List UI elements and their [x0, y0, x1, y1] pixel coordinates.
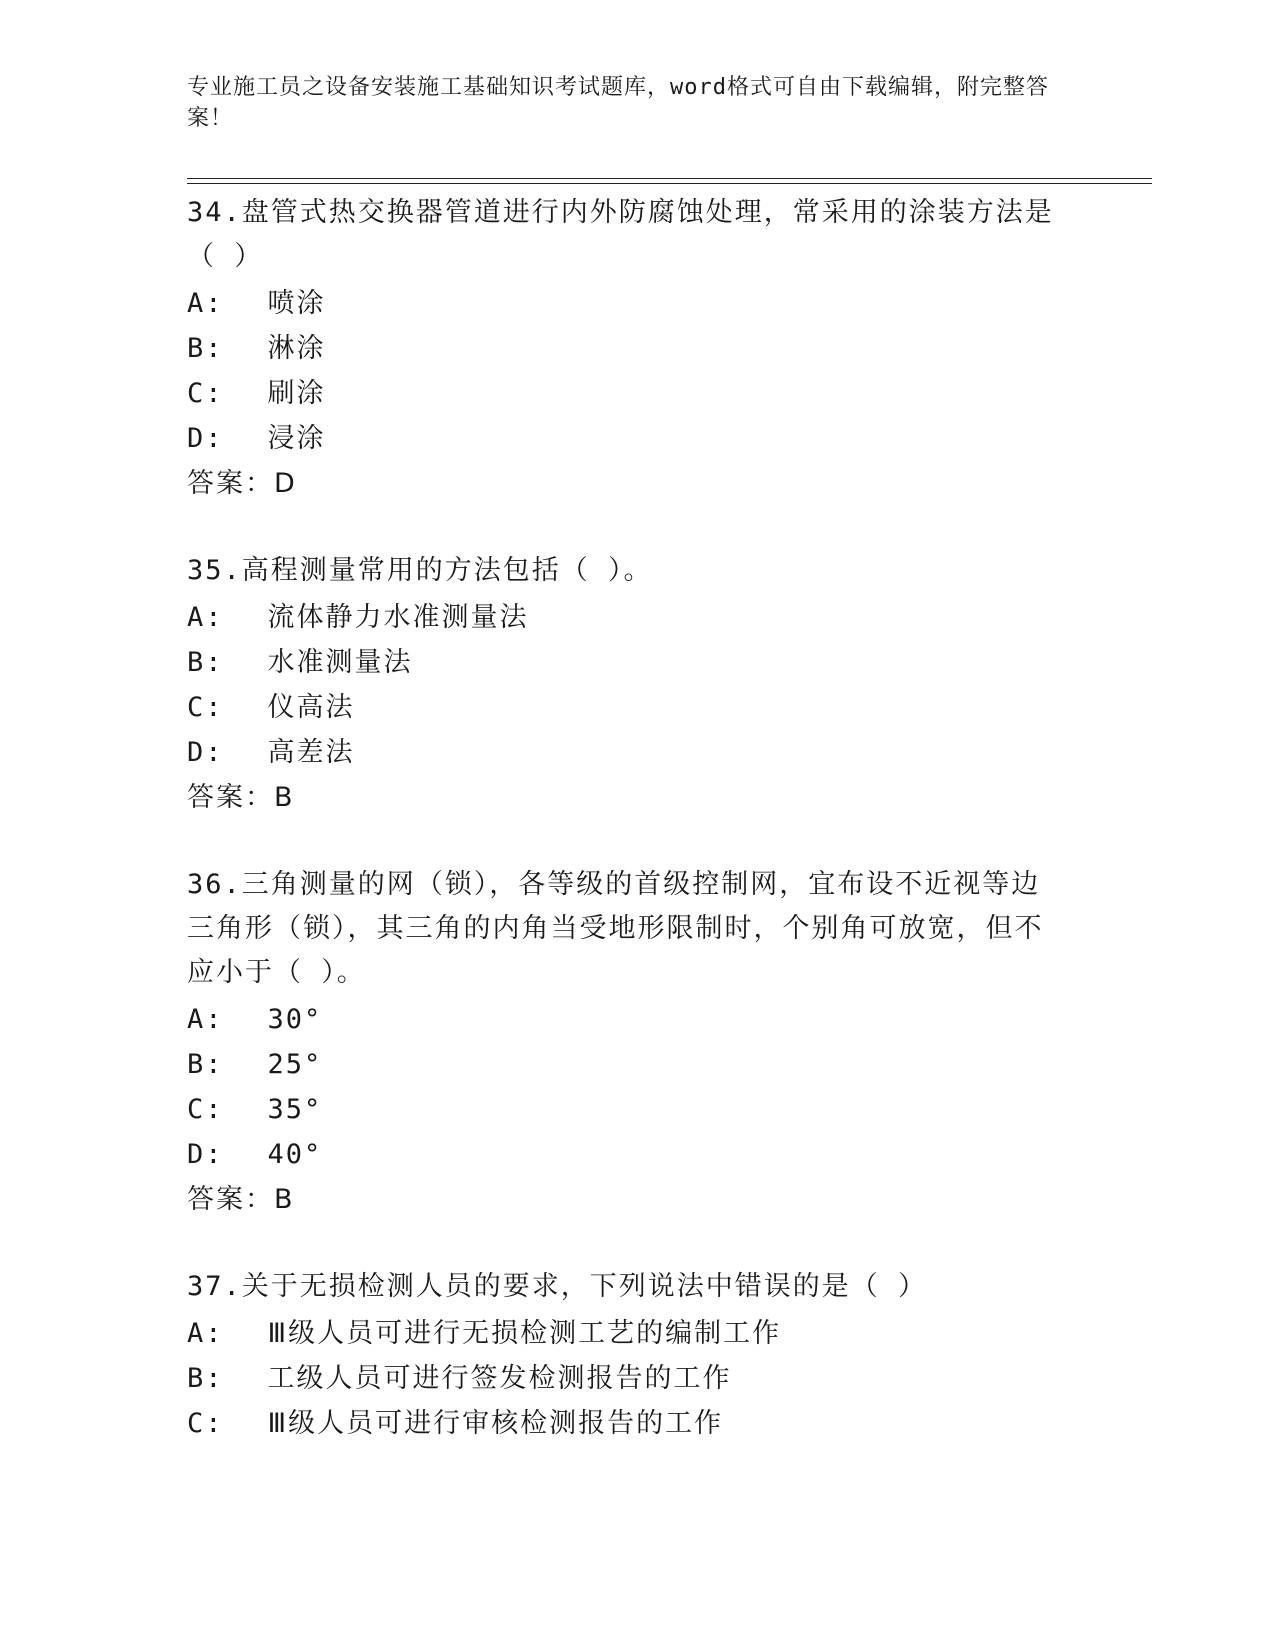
option-text: 淋涂 [267, 333, 326, 364]
answer-line: 答案：D [187, 468, 297, 499]
option-a [187, 595, 1067, 640]
option-text: 仪高法 [267, 692, 355, 723]
option-a [187, 281, 1067, 326]
option-letter: D: [187, 423, 224, 454]
option-text: 刷涂 [267, 378, 326, 409]
option-letter: A: [187, 1318, 224, 1349]
option-letter: A: [187, 1004, 224, 1035]
question-stem: 37.关于无损检测人员的要求，下列说法中错误的是（ ） [187, 1271, 928, 1302]
option-text: Ⅲ级人员可进行无损检测工艺的编制工作 [267, 1318, 782, 1349]
question-35 [187, 549, 1067, 821]
question-34 [187, 191, 1067, 507]
option-letter: B: [187, 1363, 224, 1394]
option-b [187, 326, 1067, 371]
option-text: 30° [267, 1004, 323, 1035]
option-b [187, 1042, 1067, 1087]
header-rule-top [187, 178, 1152, 179]
option-c [187, 1087, 1067, 1132]
option-text: 浸涂 [267, 423, 326, 454]
option-letter: D: [187, 737, 224, 768]
option-d [187, 416, 1067, 461]
option-a [187, 1311, 1067, 1356]
option-text: Ⅲ级人员可进行审核检测报告的工作 [267, 1408, 724, 1439]
option-b [187, 1356, 1067, 1401]
option-text: 流体静力水准测量法 [267, 602, 529, 633]
option-a [187, 997, 1067, 1042]
option-letter: C: [187, 1408, 224, 1439]
option-b [187, 640, 1067, 685]
option-c [187, 685, 1067, 730]
option-text: 水准测量法 [267, 647, 413, 678]
option-letter: D: [187, 1139, 224, 1170]
question-37 [187, 1265, 1067, 1446]
option-text: 25° [267, 1049, 323, 1080]
question-stem: 36.三角测量的网（锁），各等级的首级控制网，宜布设不近视等边三角形（锁），其三角的内角当受地形限制时，个别角可放宽，但不应小于（ ）。 [187, 869, 1044, 988]
option-letter: B: [187, 647, 224, 678]
option-text: 40° [267, 1139, 323, 1170]
option-text: 喷涂 [267, 288, 326, 319]
option-d [187, 1132, 1067, 1177]
option-letter: C: [187, 1094, 224, 1125]
question-list [187, 187, 1067, 1488]
document-header: 专业施工员之设备安装施工基础知识考试题库，word格式可自由下载编辑，附完整答案！ [187, 75, 1049, 131]
option-letter: C: [187, 378, 224, 409]
question-stem: 35.高程测量常用的方法包括（ ）。 [187, 555, 653, 586]
option-c [187, 371, 1067, 416]
option-text: 工级人员可进行签发检测报告的工作 [267, 1363, 732, 1394]
header-rule-bottom [187, 183, 1152, 184]
option-text: 35° [267, 1094, 323, 1125]
option-c [187, 1401, 1067, 1446]
answer-line: 答案：B [187, 1184, 295, 1215]
option-letter: A: [187, 288, 224, 319]
option-d [187, 730, 1067, 775]
option-letter: B: [187, 333, 224, 364]
answer-line: 答案：B [187, 782, 295, 813]
option-letter: A: [187, 602, 224, 633]
question-36 [187, 863, 1067, 1223]
option-letter: B: [187, 1049, 224, 1080]
question-stem: 34.盘管式热交换器管道进行内外防腐蚀处理，常采用的涂装方法是（ ） [187, 197, 1054, 272]
option-text: 高差法 [267, 737, 355, 768]
option-letter: C: [187, 692, 224, 723]
